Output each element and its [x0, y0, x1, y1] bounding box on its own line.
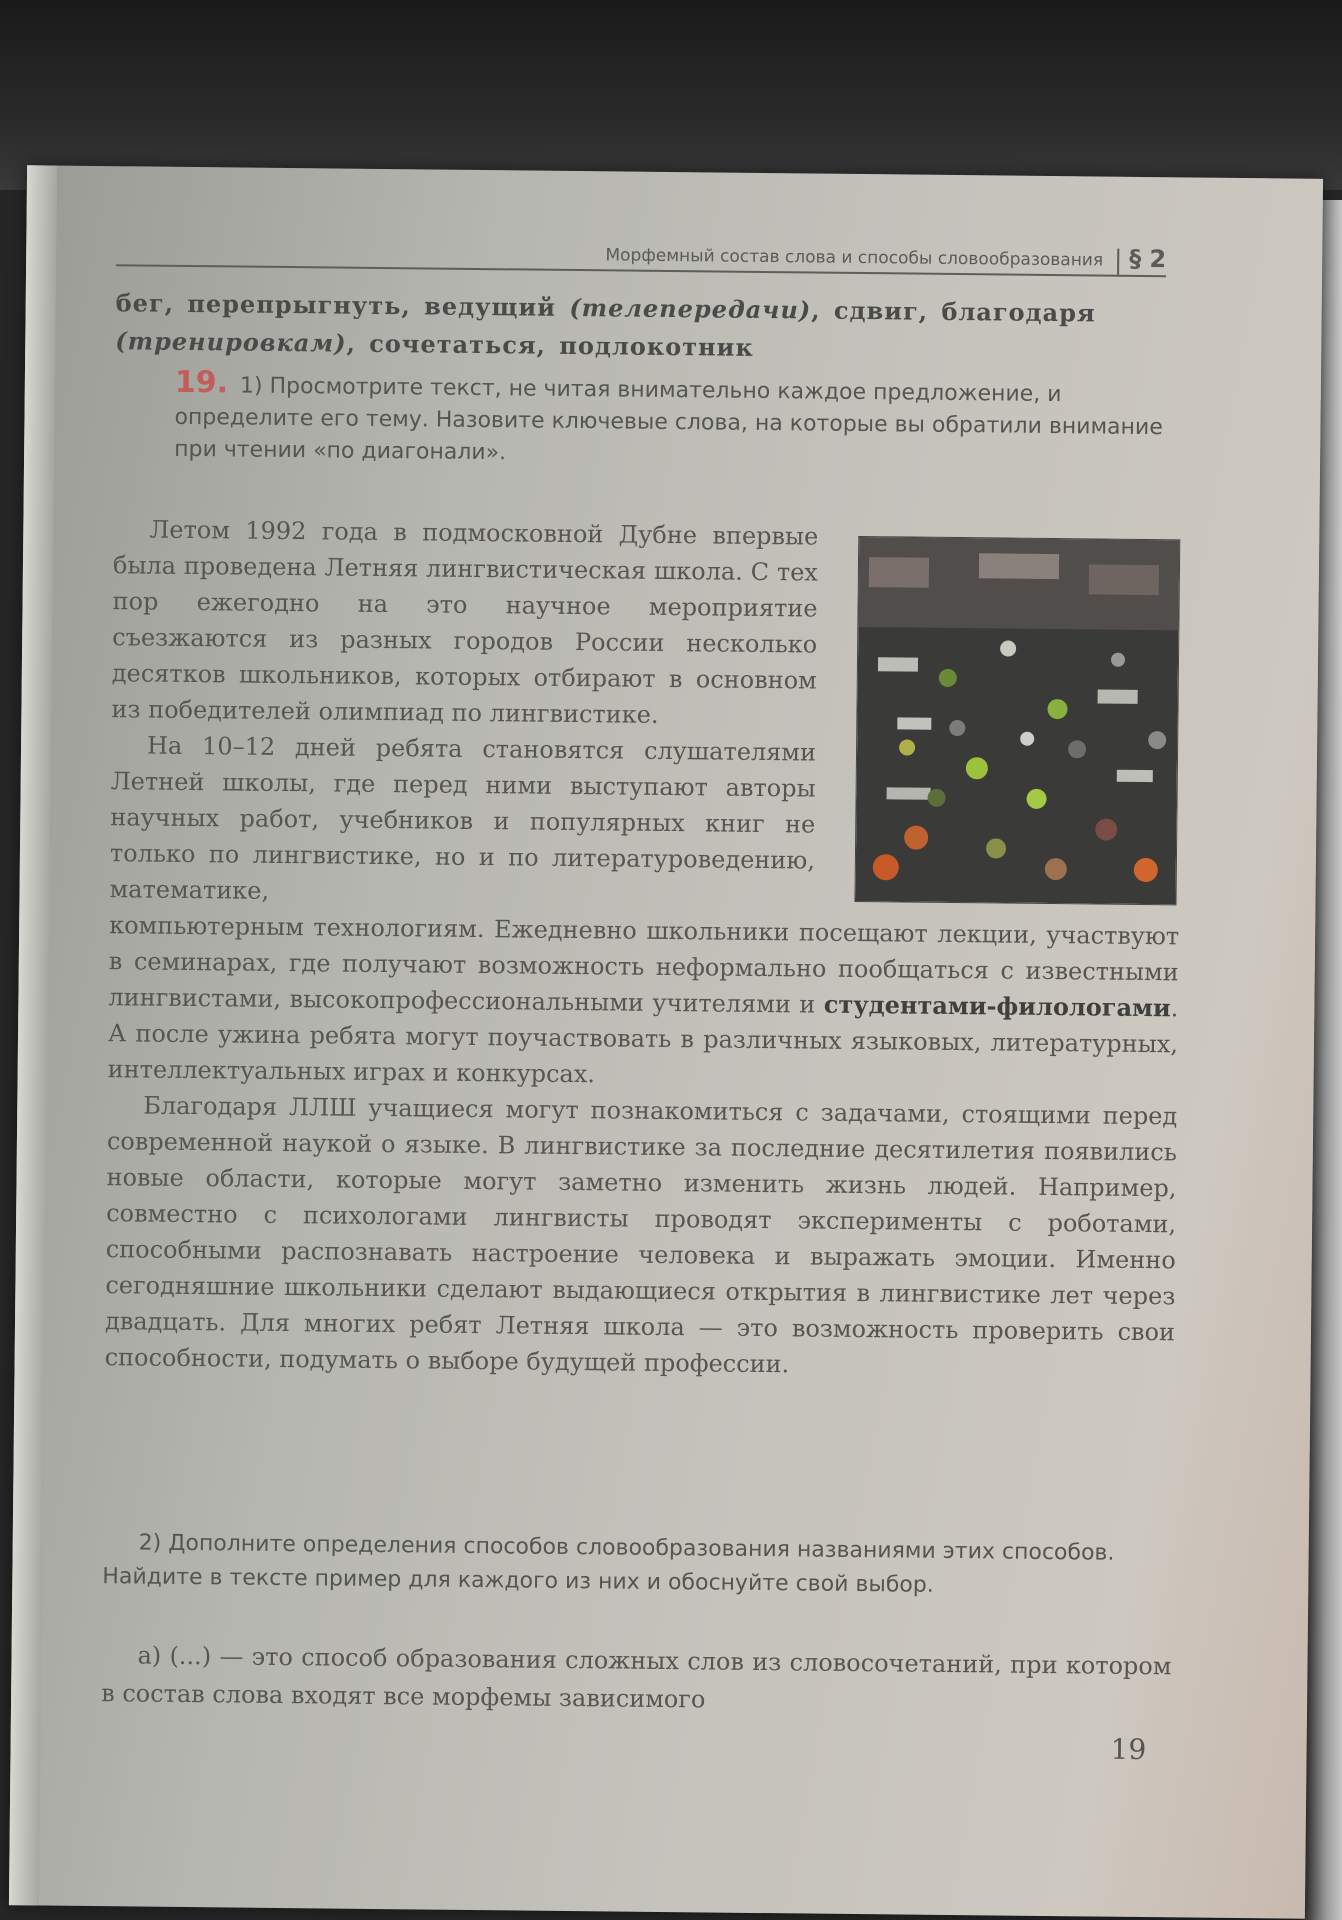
section-number: § 2 — [1129, 244, 1167, 274]
running-head-separator — [1117, 249, 1119, 275]
word-list-italic: (телепередачи) — [569, 292, 812, 325]
paragraph-2-start: На 10–12 дней ребята становятся слушателями Летней школы, где перед ними выступают авторы научных работ, учебников и популярных книг не только по лингвистике, но и по литературоведению, математике, — [109, 731, 817, 905]
paragraph-2-text-end: . А после ужина ребята могут поучаствовать в различных языковых, литературных, интеллектуальных играх и конкурсах. — [107, 994, 1179, 1089]
word-list — [115, 284, 1176, 371]
running-head-title: Морфемный состав слова и способы словообразования — [605, 245, 1104, 271]
paragraph-3: Благодаря ЛЛШ учащиеся могут познакомиться с задачами, стоящими перед современной наукой о языке. В лингвистике за последние десятилетия появились новые области, которые могут заметно изменить жизнь людей. Например, совместно с психологами лингвисты проводят эксперименты с роботами, способными распознавать настроение человека и выражать эмоции. Именно сегодняшние школьники сделают выдающиеся открытия в лингвистике лет через двадцать. Для многих ребят Летняя школа — это возможность проверить свои способности, подумать о выборе будущей профессии. — [104, 1091, 1178, 1379]
task-number: 19. — [174, 364, 229, 401]
page-number: 19 — [1110, 1732, 1147, 1767]
background-shadow — [0, 0, 1342, 190]
task-19-text: 1) Просмотрите текст, не читая внимательно каждое предложение, и определите его тему. Назовите ключевые слова, на которые вы обратили внимание при чтении «по диагонали». — [174, 373, 1163, 466]
word-list-part: , сдвиг, благодаря — [811, 295, 1096, 328]
task-19 — [174, 364, 1175, 476]
running-head — [116, 230, 1166, 277]
word-list-italic: (тренировкам) — [115, 326, 347, 358]
page-curl — [9, 165, 57, 1905]
paragraph-2-end — [107, 907, 1179, 1098]
word-list-part: , сочетаться, подлокотник — [346, 328, 754, 362]
bold-term: студентами-филологами — [823, 989, 1171, 1023]
definition-a: а) (...) — это способ образования сложных слов из словосочетаний, при котором в состав слова входят все морфемы зависимого — [101, 1641, 1172, 1714]
word-list-part: бег, перепрыгнуть, ведущий — [115, 288, 570, 322]
paragraph-1: Летом 1992 года в подмосковной Дубне впервые была проведена Летняя лингвистическая школа. С тех пор ежегодно на это научное мероприятие съезжаются из разных городов России несколько десятков школьников, которых отбирают в основном из победителей олимпиад по лингвистике. — [111, 515, 819, 729]
main-text — [104, 511, 1183, 1386]
task-19-part-2: 2) Дополните определения способов словообразования названиями этих способов. Найдите в тексте пример для каждого из них и обоснуйте свой выбор. — [102, 1530, 1115, 1598]
paragraph-2-text: компьютерным технологиям. Ежедневно школьники посещают лекции, участвуют в семинарах, где получают возможность неформально пообщаться с известными лингвистами, высокопрофессиональными учителями и — [108, 911, 1180, 1019]
book-page — [9, 165, 1323, 1918]
